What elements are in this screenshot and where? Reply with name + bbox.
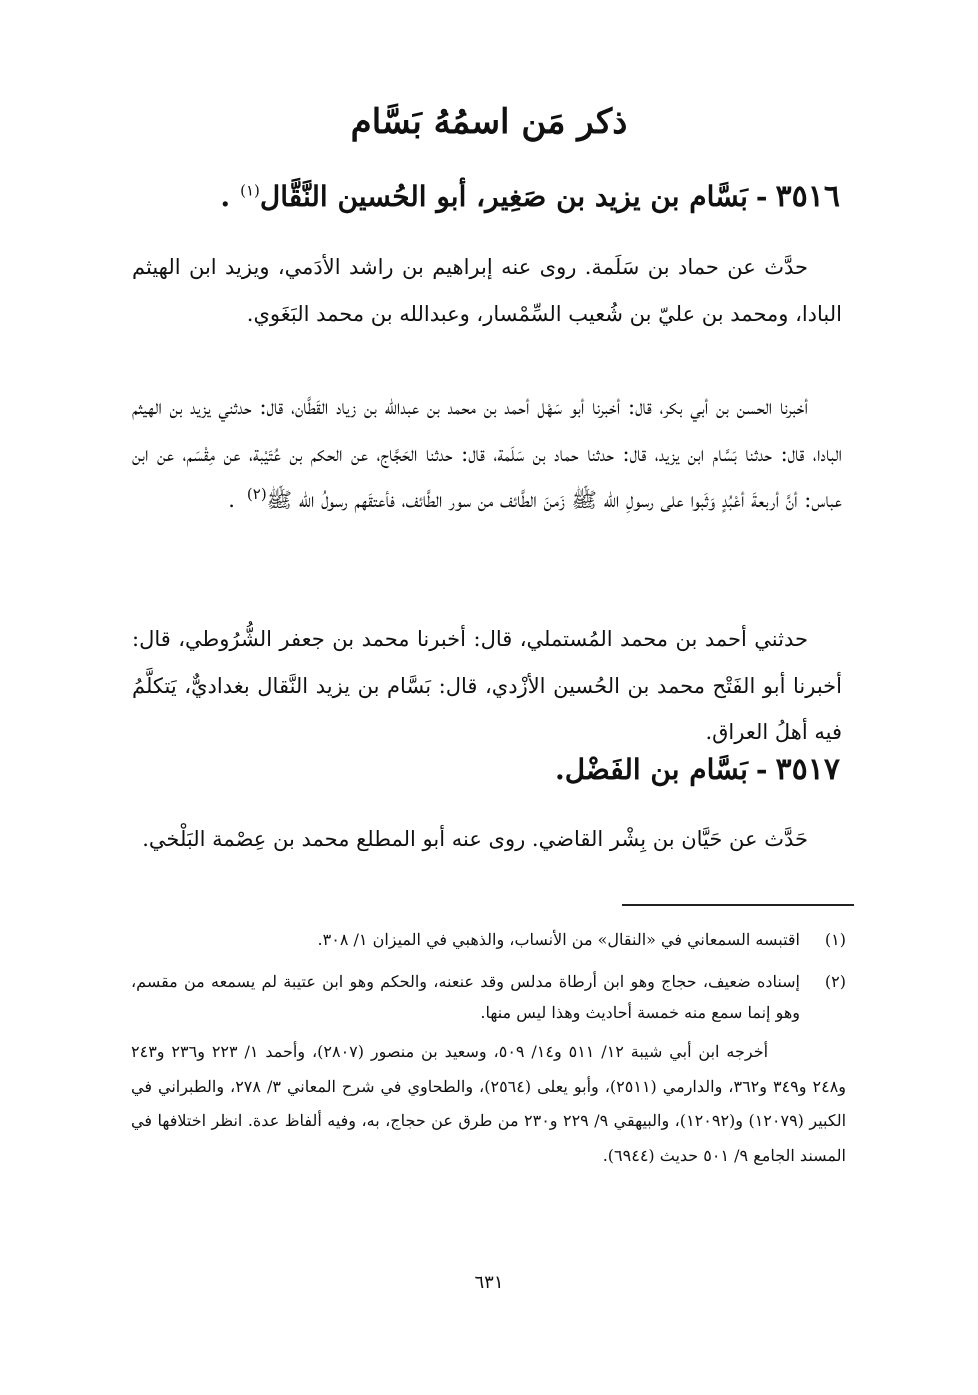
entry-number: ٣٥١٦ <box>775 179 840 214</box>
entry-title: بَسَّام بن الفَضْل. <box>554 753 748 786</box>
entry-heading-3517 <box>120 748 840 792</box>
footnote-number: (٢) <box>824 972 846 991</box>
paragraph-narration-2 <box>132 816 842 863</box>
entry-number: ٣٥١٧ <box>775 752 840 787</box>
paragraph-text: حدَّث عن حماد بن سَلَمة. روى عنه إبراهيم بن راشد الأدَمي، ويزيد ابن الهيثم البادا، ومحمد بن عليّ بن شُعيب السِّمْسار، وعبدالله بن محمد البَغَوي. <box>132 255 842 326</box>
entry-dash: - <box>755 753 768 786</box>
section-heading: ذكر مَن اسمُهُ بَسَّام <box>350 102 628 142</box>
footnote-2 <box>131 966 846 1028</box>
footnote-2-continuation <box>131 1035 846 1173</box>
paragraph-text: حَدَّث عن حَيَّان بن بِشْر القاضي. روى عنه أبو المطلع محمد بن عِصْمة البَلْخي. <box>142 827 808 851</box>
footnote-text: إسناده ضعيف، حجاج وهو ابن أرطاة مدلس وقد عنعنه، والحكم وهو ابن عتيبة لم يسمعه من مقسم، وهو إنما سمع منه خمسة أحاديث وهذا ليس منها. <box>131 972 800 1022</box>
footnote-text: أخرجه ابن أبي شيبة ١٢/ ٥١١ و١٤/ ٥٠٩، وسعيد بن منصور (٢٨٠٧)، وأحمد ١/ ٢٢٣ و٢٣٦ و٢٤٣ و٢٤٨ و٣٤٩ و٣٦٢، والدارمي (٢٥١١)، وأبو يعلى (٢٥٦٤)، والطحاوي في شرح المعاني ٣/ ٢٧٨، والطبراني في الكبير (١٢٠٧٩) و(١٢٠٩٢)، والبيهقي ٩/ ٢٢٩ و٢٣٠ من طرق عن حجاج، به، وفيه ألفاظ عدة. انظر اختلافها في المسند الجامع ٩/ ٥٠١ حديث (٦٩٤٤). <box>131 1042 847 1165</box>
footnote-separator <box>622 904 854 906</box>
entry-heading-3516 <box>120 175 840 219</box>
page-number: ٦٣١ <box>474 1272 504 1293</box>
paragraph-grading <box>132 616 842 756</box>
paragraph-text: أخبرنا الحسن بن أبي بكر، قال: أخبرنا أبو سَهْل أحمد بن محمد بن عبدالله بن زياد القَطَّان، قال: حدثني يزيد بن الهيثم البادا، قال: حدثنا بَسَّام ابن يزيد، قال: حدثنا حماد بن سَلَمة، قال: حدثنا الحَجَّاج، عن الحكم بن عُتَيْبة، عن مِقْسَم، عن ابن عباس: أنَّ أربعةَ أعْبُدٍ وَثَبوا على رسولِ الله ﷺ زَمنَ الطَّائف من سور الطَّائف، فأعتقَهم رسولُ الله ﷺ <box>132 395 842 512</box>
footnote-ref[interactable]: (٢) <box>246 485 267 503</box>
footnote-ref[interactable]: (١) <box>240 181 260 200</box>
entry-title: بَسَّام بن يزيد بن صَغِير، أبو الحُسين النَّقَّال <box>259 180 748 213</box>
entry-dash: - <box>755 180 768 213</box>
paragraph-end-mark: . <box>228 488 235 512</box>
footnote-number: (١) <box>824 930 846 949</box>
footnote-text: اقتبسه السمعاني في «النقال» من الأنساب، والذهبي في الميزان ١/ ٣٠٨. <box>317 930 800 949</box>
footnote-1 <box>131 924 846 955</box>
paragraph-text: حدثني أحمد بن محمد المُستملي، قال: أخبرنا محمد بن جعفر الشُّرُوطي، قال: أخبرنا أبو الفَتْح محمد بن الحُسين الأزْدي، قال: بَسَّام بن يزيد النَّقال بغداديٌّ، يَتكلَّمُ فيه أهلُ العراق. <box>132 627 842 744</box>
paragraph-hadith <box>132 384 842 524</box>
entry-end-mark: . <box>220 180 231 213</box>
paragraph-narration <box>132 244 842 337</box>
